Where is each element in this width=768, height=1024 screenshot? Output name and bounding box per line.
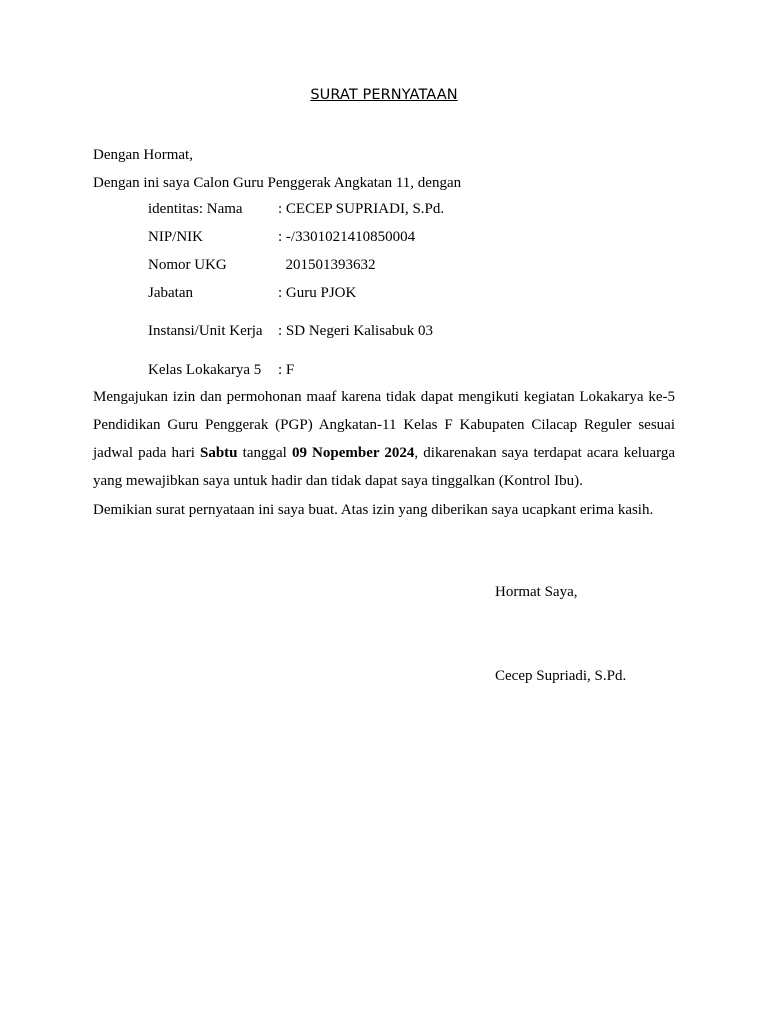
field-value-jabatan: : Guru PJOK	[278, 285, 357, 301]
document-title: SURAT PERNYATAAN	[310, 87, 458, 103]
body-text-1: Mengajukan izin dan permohonan maaf karena tidak dapat mengikuti kegiatan Lokakarya ke-5 Pendidikan Guru Penggerak (PGP) Angkatan-11 Kelas F Kabupaten Cilacap Reguler sesuai jadwal pada hari	[93, 389, 675, 461]
field-value-kelas: : F	[278, 362, 295, 378]
field-value-ukg: 201501393632	[278, 257, 376, 273]
closing-line: Demikian surat pernyataan ini saya buat. Atas izin yang diberikan saya ucapkant erima kasih.	[93, 502, 654, 518]
field-label-nama: identitas: Nama	[148, 201, 243, 217]
intro-line: Dengan ini saya Calon Guru Penggerak Angkatan 11, dengan	[93, 175, 462, 191]
signature-salutation: Hormat Saya,	[495, 584, 578, 600]
field-value-instansi: : SD Negeri Kalisabuk 03	[278, 323, 433, 339]
body-date: 09 Nopember 2024	[291, 445, 415, 461]
field-label-jabatan: Jabatan	[148, 285, 193, 301]
field-label-instansi: Instansi/Unit Kerja	[148, 323, 263, 339]
body-day: Sabtu	[200, 445, 238, 461]
field-label-kelas: Kelas Lokakarya 5	[148, 362, 262, 378]
field-label-nip: NIP/NIK	[148, 229, 203, 245]
greeting: Dengan Hormat,	[93, 147, 193, 163]
field-value-nama: : CECEP SUPRIADI, S.Pd.	[278, 201, 445, 217]
field-label-ukg: Nomor UKG	[148, 257, 227, 273]
body-paragraph	[93, 383, 675, 495]
field-value-nip: : -/3301021410850004	[278, 229, 416, 245]
body-text-3: , dikarenakan saya terdapat acara keluarga yang mewajibkan saya untuk hadir dan tidak dapat saya tinggalkan (Kontrol Ibu).	[93, 445, 676, 489]
signature-name: Cecep Supriadi, S.Pd.	[495, 668, 627, 684]
body-text-2: tanggal	[237, 445, 292, 461]
